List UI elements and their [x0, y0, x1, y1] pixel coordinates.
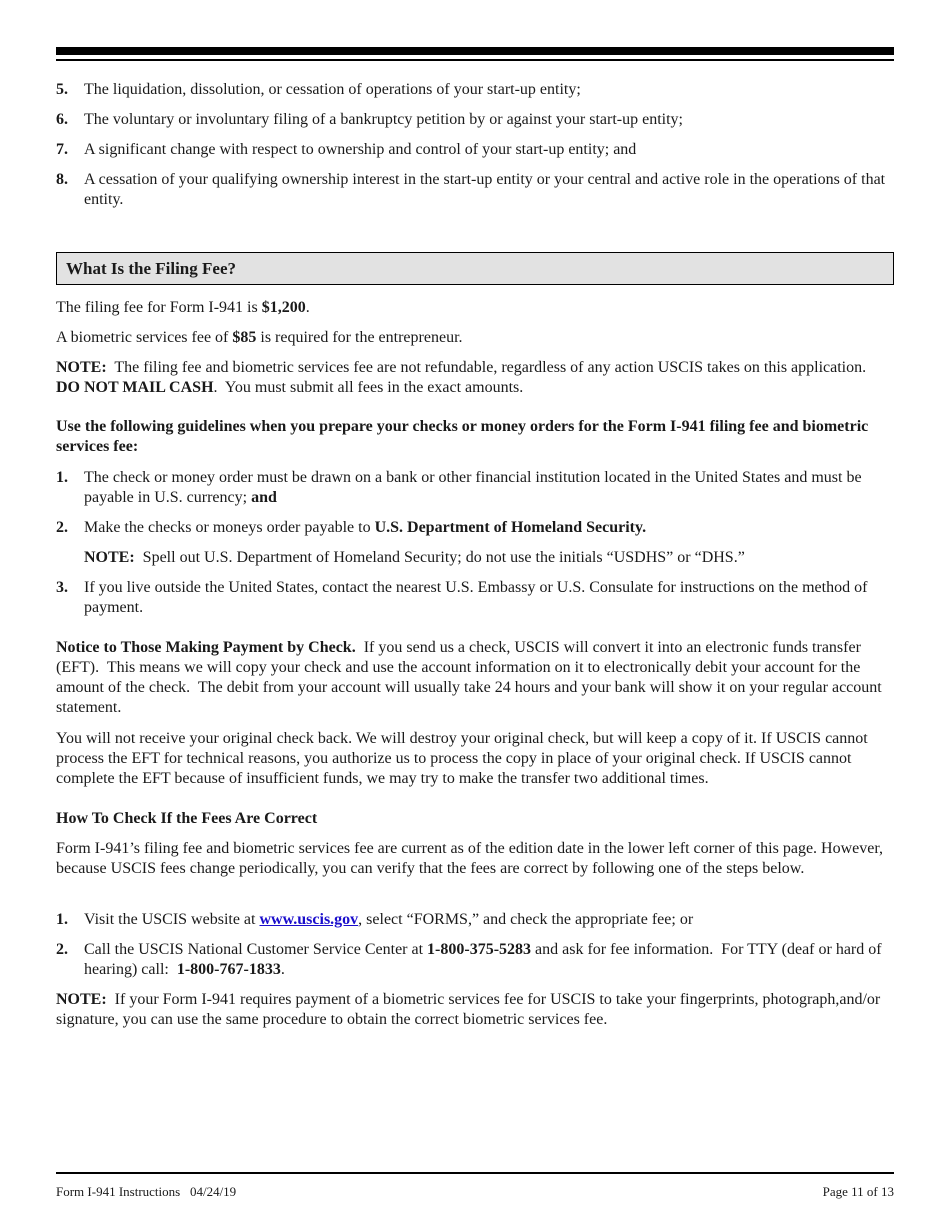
list-text: [84, 940, 894, 980]
guideline-text: Make the checks or moneys order payable to: [84, 519, 375, 536]
guideline-bold: and: [251, 489, 277, 506]
note-text: If your Form I-941 requires payment of a biometric services fee for USCIS to take your fingerprints, photograph,and/or signature, you can use the same procedure to obtain the correct biometric services fee.: [56, 991, 885, 1028]
phone-number: 1-800-375-5283: [427, 941, 532, 958]
uscis-website-link[interactable]: www.uscis.gov: [259, 911, 359, 928]
note-text: Spell out U.S. Department of Homeland Security; do not use the initials “USDHS” or “DHS.”: [134, 549, 745, 566]
footer-form-edition: Form I-941 Instructions 04/24/19: [56, 1184, 237, 1199]
filing-fee-amount: $1,200: [261, 299, 306, 316]
list-item-8: [56, 170, 894, 210]
list-number: 6.: [56, 111, 68, 128]
list-number: 5.: [56, 81, 68, 98]
biometric-fee-text: A biometric services fee of: [56, 329, 233, 346]
note-label: NOTE:: [56, 359, 107, 376]
filing-fee-line: [56, 298, 894, 318]
guidelines-heading: Use the following guidelines when you prepare your checks or money orders for the Form I-941 filing fee and biometric services fee:: [56, 418, 869, 455]
list-text: A cessation of your qualifying ownership interest in the start-up entity or your central and active role in the operations of that entity.: [84, 171, 886, 208]
list-number: 1.: [56, 469, 68, 486]
howto-text: Call the USCIS National Customer Service Center at: [84, 941, 428, 958]
howto-item-2: [56, 940, 894, 980]
guideline-item-3: [56, 578, 894, 618]
header-thick-rule: [56, 47, 894, 55]
note-label: NOTE:: [84, 549, 135, 566]
guideline-text: The check or money order must be drawn on a bank or other financial institution located in the United States and must be payable in U.S. currency;: [84, 469, 862, 506]
list-number: 3.: [56, 579, 68, 596]
howto-intro: Form I-941’s filing fee and biometric services fee are current as of the edition date in the lower left corner of this page. However, because USCIS fees change periodically, you can verify that the fees are correct by following one of the steps below.: [56, 840, 884, 877]
check-notice-label: Notice to Those Making Payment by Check.: [56, 639, 356, 656]
footer-rule: [56, 1172, 894, 1174]
howto-item-1: [56, 910, 894, 930]
check-notice-text: If you send us a check, USCIS will convert it into an electronic funds transfer (EFT). This means we will copy your check and use the account information on it to electronically debit your account for the amount of the check. The debit from your account will usually take 24 hours and your bank will show it on your regular account statement.: [56, 639, 886, 716]
list-text: [84, 910, 894, 930]
list-number: 1.: [56, 911, 68, 928]
check-notice-paragraph: [56, 638, 894, 718]
list-number: 7.: [56, 141, 68, 158]
list-text: The liquidation, dissolution, or cessation of operations of your start-up entity;: [84, 81, 581, 98]
list-item-5: [56, 80, 894, 100]
list-item-7: [56, 140, 894, 160]
howto-heading: How To Check If the Fees Are Correct: [56, 810, 318, 827]
guideline-item-2: [56, 518, 894, 538]
list-text: [84, 468, 894, 508]
list-note: [84, 548, 894, 568]
howto-text: Visit the USCIS website at: [84, 911, 260, 928]
guideline-bold: U.S. Department of Homeland Security.: [374, 519, 647, 536]
biometric-fee-amount: $85: [232, 329, 257, 346]
note-biometric: [56, 990, 894, 1030]
filing-fee-text: The filing fee for Form I-941 is: [56, 299, 262, 316]
guideline-item-1: [56, 468, 894, 508]
list-text: The voluntary or involuntary filing of a bankruptcy petition by or against your start-up entity;: [84, 111, 683, 128]
note-label: NOTE:: [56, 991, 107, 1008]
list-item-6: [56, 110, 894, 130]
header-thin-rule: [56, 59, 894, 61]
check-notice-paragraph-2: You will not receive your original check back. We will destroy your original check, but will keep a copy of it. If USCIS cannot process the EFT for technical reasons, you authorize us to process the copy in place of your original check. If USCIS cannot complete the EFT because of insufficient funds, we may try to make the transfer two additional times.: [56, 730, 868, 787]
list-number: 8.: [56, 171, 68, 188]
note-text: The filing fee and biometric services fee are not refundable, regardless of any action USCIS takes on this application.: [106, 359, 875, 376]
guideline-item-2-note: [56, 548, 894, 568]
howto-text-mid: and ask for fee information. For TTY (deaf or hard of hearing) call:: [84, 941, 886, 978]
note-refund: [56, 358, 894, 398]
section-header-box: [56, 252, 894, 285]
list-text: If you live outside the United States, contact the nearest U.S. Embassy or U.S. Consulate for instructions on the method of payment.: [84, 579, 868, 616]
note-text-end: . You must submit all fees in the exact amounts.: [213, 379, 524, 396]
list-text: A significant change with respect to ownership and control of your start-up entity; and: [84, 141, 637, 158]
list-number: 2.: [56, 519, 68, 536]
section-title: What Is the Filing Fee?: [66, 259, 236, 278]
tty-number: 1-800-767-1833: [176, 961, 281, 978]
list-text: [84, 518, 894, 538]
note-bold-text: DO NOT MAIL CASH: [56, 379, 214, 396]
footer-page-number: Page 11 of 13: [822, 1184, 894, 1199]
biometric-fee-line: [56, 328, 894, 348]
howto-text-end: .: [280, 961, 285, 978]
list-number: 2.: [56, 941, 68, 958]
filing-fee-period: .: [305, 299, 310, 316]
howto-text-end: , select “FORMS,” and check the appropriate fee; or: [358, 911, 694, 928]
biometric-fee-text-end: is required for the entrepreneur.: [256, 329, 463, 346]
